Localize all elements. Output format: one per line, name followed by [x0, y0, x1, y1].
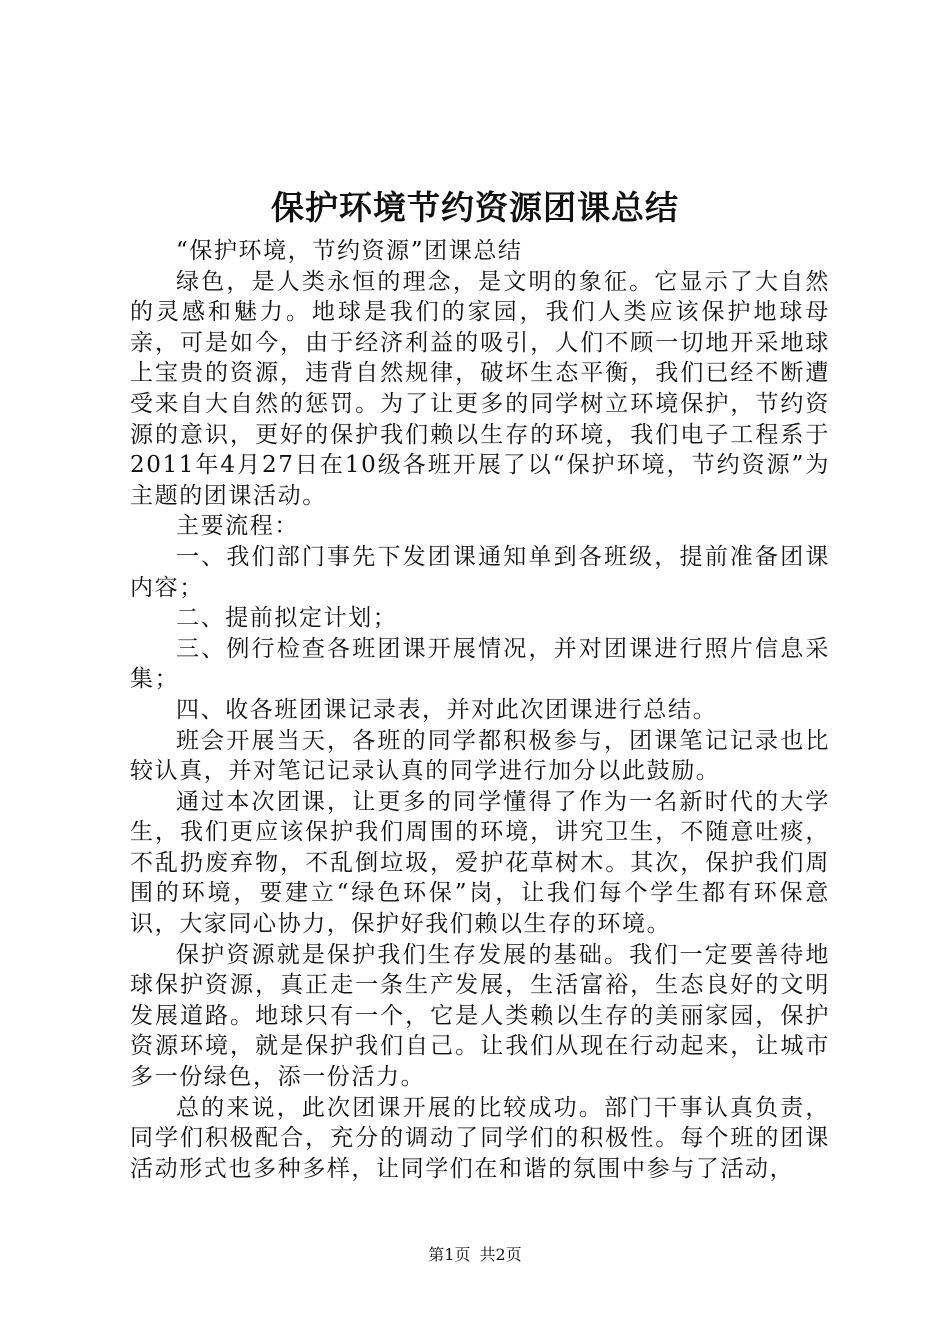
process-step-3: 三、例行检查各班团课开展情况，并对团课进行照片信息采集； — [130, 635, 830, 693]
class-meeting-paragraph: 班会开展当天，各班的同学都积极参与，团课笔记记录也比较认真，并对笔记记录认真的同学进行加分以此鼓励。 — [130, 727, 830, 785]
conclusion-paragraph: 总的来说，此次团课开展的比较成功。部门干事认真负责，同学们积极配合，充分的调动了同学们的积极性。每个班的团课活动形式也多种多样，让同学们在和谐的氛围中参与了活动， — [130, 1094, 830, 1182]
process-step-2: 二、提前拟定计划； — [176, 605, 398, 632]
page-number: 第1页 — [428, 1245, 471, 1264]
outcome-paragraph: 通过本次团课，让更多的同学懂得了作为一名新时代的大学生，我们更应该保护我们周围的环境，讲究卫生，不随意吐痰，不乱扔废弃物，不乱倒垃圾，爱护花草树木。其次，保护我们周围的环境，要建立“绿色环保”岗，让我们每个学生都有环保意识，大家同心协力，保护好我们赖以生存的环境。 — [130, 788, 830, 938]
document-body — [130, 236, 830, 1184]
document-title: 保护环境节约资源团课总结 — [271, 188, 679, 227]
subtitle-paragraph: “保护环境，节约资源”团课总结 — [176, 238, 523, 264]
page-footer — [0, 1243, 950, 1267]
process-step-1: 一、我们部门事先下发团课通知单到各班级，提前准备团课内容； — [130, 543, 830, 601]
total-pages: 共2页 — [479, 1245, 522, 1264]
intro-paragraph: 绿色，是人类永恒的理念，是文明的象征。它显示了大自然的灵感和魅力。地球是我们的家园，我们人类应该保护地球母亲，可是如今，由于经济利益的吸引，人们不顾一切地开采地球上宝贵的资源，违背自然规律，破坏生态平衡，我们已经不断遭受来自大自然的惩罚。为了让更多的同学树立环境保护，节约资源的意识，更好的保护我们赖以生存的环境，我们电子工程系于2011年4月27日在10级各班开展了以“保护环境，节约资源”为主题的团课活动。 — [130, 268, 830, 509]
process-step-4: 四、收各班团课记录表，并对此次团课进行总结。 — [176, 696, 718, 723]
process-heading: 主要流程： — [176, 513, 299, 540]
resources-paragraph: 保护资源就是保护我们生存发展的基础。我们一定要善待地球保护资源，真正走一条生产发展，生活富裕，生态良好的文明发展道路。地球只有一个，它是人类赖以生存的美丽家园，保护资源环境，就是保护我们自己。让我们从现在行动起来，让城市多一份绿色，添一份活力。 — [130, 941, 830, 1091]
